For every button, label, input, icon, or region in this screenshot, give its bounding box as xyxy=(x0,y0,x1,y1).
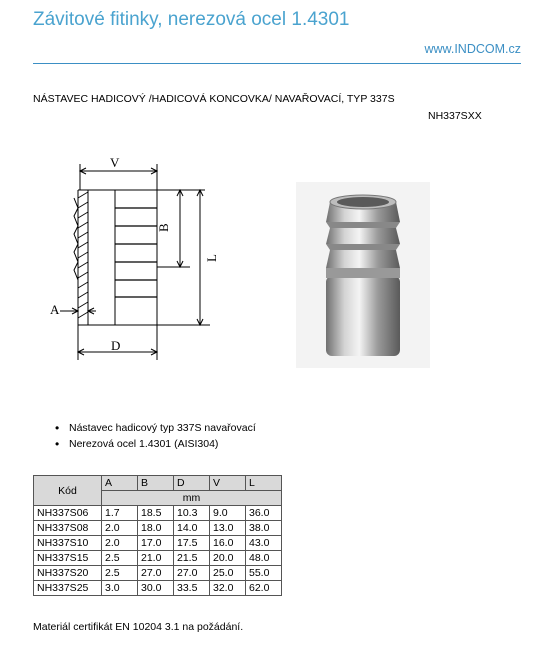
cell-d: 21.5 xyxy=(174,551,210,566)
header-kod: Kód xyxy=(34,476,102,506)
cell-l: 43.0 xyxy=(246,536,282,551)
header-divider xyxy=(33,63,521,64)
cell-l: 36.0 xyxy=(246,506,282,521)
header-unit: mm xyxy=(102,491,282,506)
cell-b: 18.5 xyxy=(138,506,174,521)
list-item: • Nástavec hadicový typ 337S navařovací xyxy=(55,420,256,436)
cell-v: 9.0 xyxy=(210,506,246,521)
dim-label-d: D xyxy=(111,338,121,353)
cell-l: 62.0 xyxy=(246,581,282,596)
table-row xyxy=(34,536,282,551)
cell-v: 16.0 xyxy=(210,536,246,551)
table-row xyxy=(34,521,282,536)
website-link[interactable]: www.INDCOM.cz xyxy=(424,42,521,56)
cell-code: NH337S20 xyxy=(34,566,102,581)
cell-d: 14.0 xyxy=(174,521,210,536)
technical-drawing xyxy=(40,150,240,365)
cell-l: 48.0 xyxy=(246,551,282,566)
product-name: NÁSTAVEC HADICOVÝ /HADICOVÁ KONCOVKA/ NAVAŘOVACÍ, TYP 337S xyxy=(33,93,395,105)
header-b: B xyxy=(138,476,174,491)
cell-d: 10.3 xyxy=(174,506,210,521)
cell-d: 27.0 xyxy=(174,566,210,581)
cell-b: 17.0 xyxy=(138,536,174,551)
dim-label-l: L xyxy=(204,254,219,262)
cell-l: 38.0 xyxy=(246,521,282,536)
cell-d: 17.5 xyxy=(174,536,210,551)
header-a: A xyxy=(102,476,138,491)
cell-v: 32.0 xyxy=(210,581,246,596)
cell-b: 18.0 xyxy=(138,521,174,536)
cell-code: NH337S10 xyxy=(34,536,102,551)
page-title: Závitové fitinky, nerezová ocel 1.4301 xyxy=(33,9,350,30)
dimensions-table xyxy=(33,475,282,596)
dim-label-v: V xyxy=(110,155,120,170)
dim-label-a: A xyxy=(50,302,60,317)
cell-a: 2.0 xyxy=(102,536,138,551)
product-photo xyxy=(296,182,430,368)
table-row xyxy=(34,551,282,566)
header-l: L xyxy=(246,476,282,491)
cell-a: 3.0 xyxy=(102,581,138,596)
cell-v: 13.0 xyxy=(210,521,246,536)
cell-b: 27.0 xyxy=(138,566,174,581)
cell-v: 25.0 xyxy=(210,566,246,581)
cell-a: 2.5 xyxy=(102,551,138,566)
certificate-note: Materiál certifikát EN 10204 3.1 na požádání. xyxy=(33,621,244,633)
header-v: V xyxy=(210,476,246,491)
feature-list xyxy=(55,420,256,452)
header-d: D xyxy=(174,476,210,491)
cell-a: 1.7 xyxy=(102,506,138,521)
table-row xyxy=(34,506,282,521)
cell-v: 20.0 xyxy=(210,551,246,566)
cell-d: 33.5 xyxy=(174,581,210,596)
cell-b: 30.0 xyxy=(138,581,174,596)
cell-b: 21.0 xyxy=(138,551,174,566)
table-row xyxy=(34,566,282,581)
cell-l: 55.0 xyxy=(246,566,282,581)
dim-label-b: B xyxy=(156,223,171,232)
cell-a: 2.0 xyxy=(102,521,138,536)
cell-code: NH337S08 xyxy=(34,521,102,536)
table-row xyxy=(34,581,282,596)
cell-a: 2.5 xyxy=(102,566,138,581)
product-code: NH337SXX xyxy=(428,110,482,122)
cell-code: NH337S25 xyxy=(34,581,102,596)
cell-code: NH337S06 xyxy=(34,506,102,521)
list-item: • Nerezová ocel 1.4301 (AISI304) xyxy=(55,436,256,452)
cell-code: NH337S15 xyxy=(34,551,102,566)
